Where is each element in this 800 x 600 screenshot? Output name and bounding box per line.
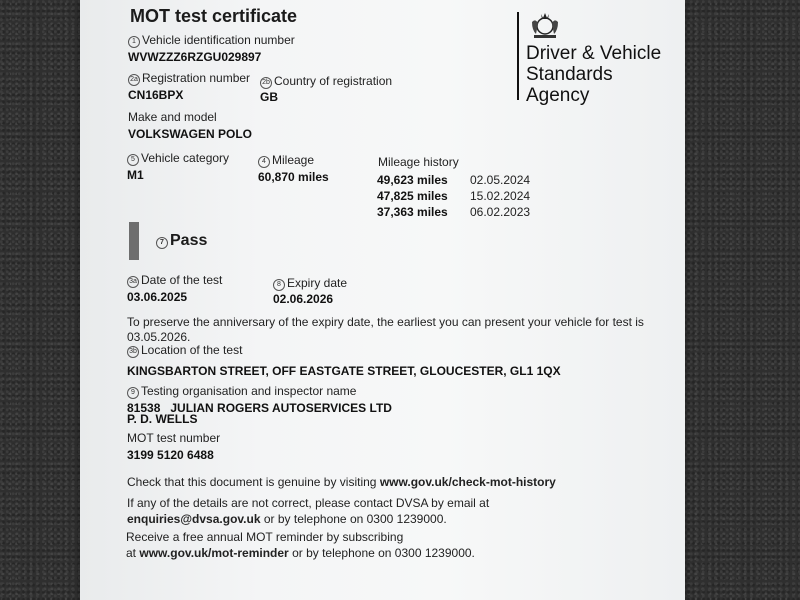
location-label bbox=[127, 343, 242, 358]
agency-line-1: Driver & Vehicle bbox=[526, 43, 662, 64]
organisation-label bbox=[127, 384, 356, 399]
organisation-line1: 81538 JULIAN ROGERS AUTOSERVICES LTD bbox=[127, 401, 392, 415]
history-miles-2: 47,825 miles bbox=[377, 189, 448, 203]
contact-line1: If any of the details are not correct, please contact DVSA by email at bbox=[127, 496, 490, 510]
agency-name bbox=[526, 43, 661, 106]
field-number-badge: 7 bbox=[156, 237, 168, 249]
test-result bbox=[156, 232, 207, 250]
mileage-history-label: Mileage history bbox=[378, 155, 459, 169]
dvsa-email-link[interactable]: enquiries@dvsa.gov.uk bbox=[127, 512, 261, 526]
history-date-3: 06.02.2023 bbox=[470, 205, 531, 219]
reminder-line1: Receive a free annual MOT reminder by subscribing bbox=[126, 530, 404, 544]
field-number-badge: 5 bbox=[127, 154, 139, 166]
category-label bbox=[127, 151, 229, 166]
test-result-text: Pass bbox=[170, 232, 208, 249]
test-number-value: 3199 5120 6488 bbox=[127, 448, 214, 462]
vin-label-text: Vehicle identification number bbox=[142, 33, 295, 47]
field-number-badge: 1 bbox=[128, 36, 140, 48]
country-label-text: Country of registration bbox=[274, 74, 393, 88]
genuine-check-text bbox=[127, 475, 556, 489]
field-number-badge: 2a bbox=[128, 74, 140, 86]
location-label-text: Location of the test bbox=[141, 343, 243, 357]
test-date-label bbox=[127, 273, 222, 288]
anniversary-note-line2: 03.05.2026. bbox=[127, 330, 191, 344]
vin-value: WVWZZZ6RZGU029897 bbox=[128, 50, 262, 64]
field-number-badge: 8 bbox=[273, 279, 285, 291]
test-date-value: 03.06.2025 bbox=[127, 290, 188, 304]
test-date-label-text: Date of the test bbox=[141, 273, 223, 287]
reminder-phone-text: or by telephone on 0300 1239000. bbox=[292, 546, 475, 560]
anniversary-note-line1: To preserve the anniversary of the expiry date, the earliest you can present your vehicle for test is bbox=[127, 315, 644, 329]
field-number-badge: 4 bbox=[258, 156, 270, 168]
mileage-label-text: Mileage bbox=[272, 153, 315, 167]
history-date-1: 02.05.2024 bbox=[470, 173, 531, 187]
certificate-title: MOT test certificate bbox=[130, 6, 298, 26]
result-marker bbox=[129, 222, 139, 260]
reminder-at-text: at bbox=[126, 546, 137, 560]
inspector-name: P. D. WELLS bbox=[127, 412, 198, 426]
registration-label-text: Registration number bbox=[142, 71, 251, 85]
location-value: KINGSBARTON STREET, OFF EASTGATE STREET, GLOUCESTER, GL1 1QX bbox=[127, 364, 561, 378]
royal-crest-icon bbox=[528, 10, 562, 40]
agency-line-3: Agency bbox=[526, 85, 590, 106]
test-number-label: MOT test number bbox=[127, 431, 221, 445]
contact-line2 bbox=[127, 512, 447, 526]
reminder-line2 bbox=[126, 546, 475, 560]
registration-value: CN16BPX bbox=[128, 88, 184, 102]
category-label-text: Vehicle category bbox=[141, 151, 230, 165]
category-value: M1 bbox=[127, 168, 144, 182]
genuine-text: Check that this document is genuine by visiting bbox=[127, 475, 377, 489]
make-model-label: Make and model bbox=[128, 110, 217, 124]
country-value: GB bbox=[260, 90, 278, 104]
expiry-value: 02.06.2026 bbox=[273, 292, 334, 306]
country-label bbox=[260, 74, 392, 89]
history-miles-3: 37,363 miles bbox=[377, 205, 448, 219]
registration-label bbox=[128, 71, 250, 86]
logo-divider bbox=[517, 12, 519, 100]
organisation-label-text: Testing organisation and inspector name bbox=[141, 384, 357, 398]
field-number-badge: 2b bbox=[260, 77, 272, 89]
contact-phone-text: or by telephone on 0300 1239000. bbox=[263, 512, 447, 526]
agency-line-2: Standards bbox=[526, 64, 613, 85]
vin-label bbox=[128, 33, 295, 48]
mileage-label bbox=[258, 153, 314, 168]
mot-certificate bbox=[80, 0, 685, 600]
mileage-value: 60,870 miles bbox=[258, 170, 329, 184]
mot-reminder-link[interactable]: www.gov.uk/mot-reminder bbox=[139, 546, 289, 560]
history-date-2: 15.02.2024 bbox=[470, 189, 531, 203]
field-number-badge: 3a bbox=[127, 276, 139, 288]
field-number-badge: 9 bbox=[127, 387, 139, 399]
make-model-value: VOLKSWAGEN POLO bbox=[128, 127, 253, 141]
field-number-badge: 3b bbox=[127, 346, 139, 358]
history-miles-1: 49,623 miles bbox=[377, 173, 448, 187]
expiry-label bbox=[273, 276, 347, 291]
expiry-label-text: Expiry date bbox=[287, 276, 348, 290]
check-mot-history-link[interactable]: www.gov.uk/check-mot-history bbox=[379, 475, 556, 489]
